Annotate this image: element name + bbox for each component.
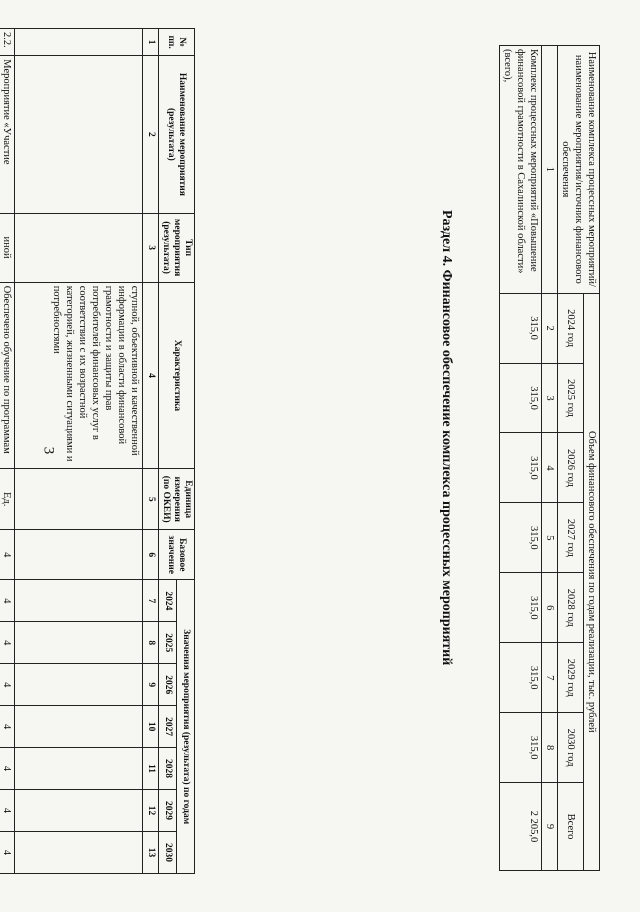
table-row	[0, 29, 15, 874]
activities-table	[0, 28, 195, 874]
row-value: 4	[0, 706, 15, 748]
column-number: 7	[542, 643, 558, 713]
header-year: 2029	[159, 790, 177, 832]
row-value: 4	[0, 790, 15, 832]
row-value	[15, 622, 143, 664]
row-value: 315,0	[500, 503, 542, 573]
row-characteristic: Обеспечено обучение по программам	[0, 282, 15, 469]
row-value: 4	[0, 664, 15, 706]
column-number: 6	[542, 573, 558, 643]
column-number: 2	[143, 56, 159, 213]
column-number: 13	[143, 831, 159, 873]
financing-table	[499, 45, 600, 871]
header-year: 2024	[159, 580, 177, 622]
row-value	[15, 664, 143, 706]
row-value: 315,0	[500, 643, 542, 713]
row-value: 4	[0, 580, 15, 622]
header-name: Наименование мероприятия (результата)	[159, 56, 195, 213]
column-number: 12	[143, 790, 159, 832]
row-unit: Ед.	[0, 469, 15, 530]
header-year: 2030 год	[558, 713, 584, 783]
column-number: 9	[542, 783, 558, 871]
row-value: 315,0	[500, 573, 542, 643]
header-year: 2026 год	[558, 433, 584, 503]
row-name: Комплекс процессных мероприятий «Повышение финансовой грамотности в Сахалинской области» (всего),	[500, 46, 542, 294]
row-value	[15, 748, 143, 790]
row-name: Мероприятие «Участие	[0, 56, 15, 213]
page-number: 3	[40, 446, 57, 455]
row-value: 315,0	[500, 433, 542, 503]
column-number: 4	[542, 433, 558, 503]
header-base: Базовое значение	[159, 530, 195, 580]
column-numbers-row	[143, 29, 159, 874]
row-value	[15, 580, 143, 622]
column-number: 1	[542, 46, 558, 294]
header-year: 2026	[159, 664, 177, 706]
row-no	[15, 29, 143, 56]
header-unit: Единица измерения (по ОКЕИ)	[159, 469, 195, 530]
column-number: 3	[542, 363, 558, 433]
row-value	[15, 790, 143, 832]
header-year: 2029 год	[558, 643, 584, 713]
header-year: 2028 год	[558, 573, 584, 643]
header-year: 2028	[159, 748, 177, 790]
section-title: Раздел 4. Финансовое обеспечение комплекса процессных мероприятий	[439, 210, 454, 666]
row-value: 315,0	[500, 713, 542, 783]
row-value: 4	[0, 622, 15, 664]
row-unit	[15, 469, 143, 530]
header-year: 2030	[159, 831, 177, 873]
row-no: 2.2.	[0, 29, 15, 56]
header-year: 2027	[159, 706, 177, 748]
row-type: иной	[0, 213, 15, 282]
column-number: 9	[143, 664, 159, 706]
header-year: 2024 год	[558, 293, 584, 363]
table-row	[500, 46, 542, 871]
row-total: 2 205,0	[500, 783, 542, 871]
column-number: 4	[143, 282, 159, 469]
row-value: 4	[0, 748, 15, 790]
column-number: 8	[143, 622, 159, 664]
column-number: 1	[143, 29, 159, 56]
row-value	[15, 831, 143, 873]
header-year: 2025 год	[558, 363, 584, 433]
header-row-1	[584, 46, 600, 871]
header-type: Тип мероприятия (результата)	[159, 213, 195, 282]
header-group: Объем финансового обеспечения по годам реализации, тыс. рублей	[584, 293, 600, 870]
header-name: Наименование комплекса процессных мероприятий/наименование мероприятия/источник финансового обеспечения	[558, 46, 600, 294]
header-values-group: Значения мероприятия (результата) по годам	[177, 580, 195, 874]
row-characteristic: ступной, объективной и качественной информации в области финансовой грамотности и защиты прав потребителей финансовых услуг в соответствии с их возрастной категорией, жизненными ситуациями и потребностями	[15, 282, 143, 469]
row-name	[15, 56, 143, 213]
column-number: 6	[143, 530, 159, 580]
row-value: 4	[0, 831, 15, 873]
row-value: 315,0	[500, 363, 542, 433]
header-no: № пп.	[159, 29, 195, 56]
table-row	[15, 29, 143, 874]
column-number: 3	[143, 213, 159, 282]
header-total: Всего	[558, 783, 584, 871]
header-characteristic: Характеристика	[159, 282, 195, 469]
column-number: 5	[542, 503, 558, 573]
row-type	[15, 213, 143, 282]
row-base	[15, 530, 143, 580]
column-number: 8	[542, 713, 558, 783]
header-year: 2025	[159, 622, 177, 664]
column-number: 2	[542, 293, 558, 363]
column-number: 10	[143, 706, 159, 748]
column-numbers-row	[542, 46, 558, 871]
row-base: 4	[0, 530, 15, 580]
column-number: 11	[143, 748, 159, 790]
column-number: 5	[143, 469, 159, 530]
header-year: 2027 год	[558, 503, 584, 573]
column-number: 7	[143, 580, 159, 622]
row-value: 315,0	[500, 293, 542, 363]
row-value	[15, 706, 143, 748]
header-row-1	[177, 29, 195, 874]
